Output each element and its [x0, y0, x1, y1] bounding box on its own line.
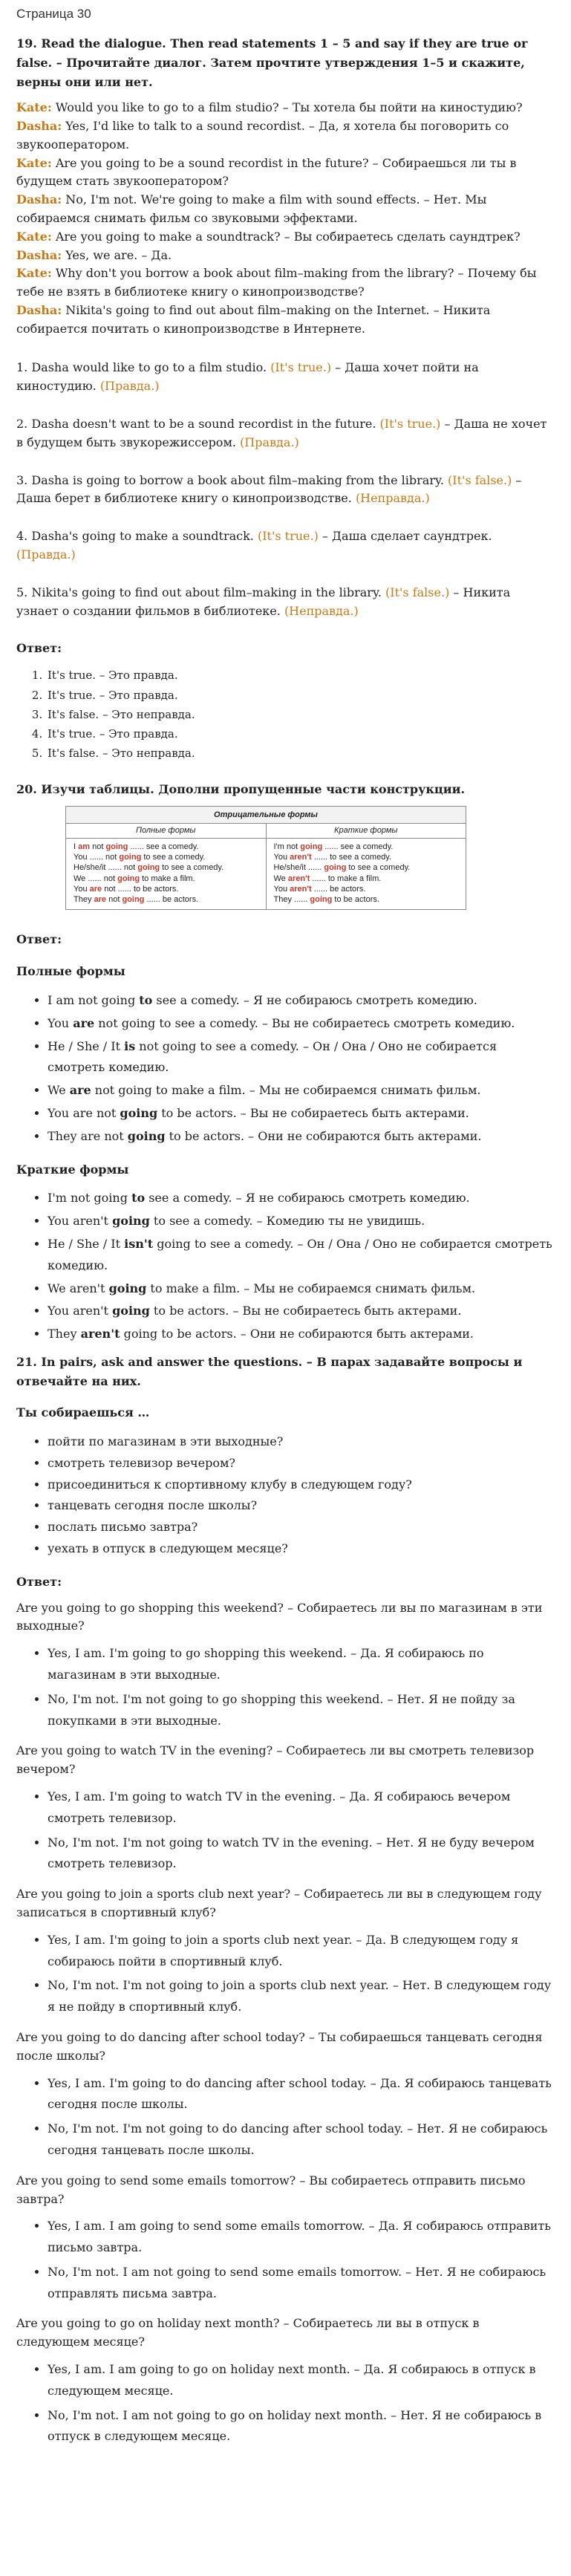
- form-item: [48, 1188, 555, 1209]
- row-subject: You: [273, 852, 290, 862]
- statement-ru: – Даша берет в библиотеке книгу о кинопроизводстве.: [16, 472, 522, 506]
- form-part: You aren't: [48, 1214, 113, 1229]
- table-row: [274, 874, 459, 884]
- row-highlight: going: [122, 895, 145, 905]
- speaker: Dasha:: [16, 118, 62, 133]
- row-subject: You: [273, 884, 290, 894]
- form-part: You are not: [48, 1106, 120, 1121]
- statement-verdict-ru: (Неправда.): [355, 491, 430, 506]
- speaker: Kate:: [16, 266, 52, 281]
- form-item: [48, 1211, 555, 1232]
- row-highlight: aren't: [287, 874, 310, 883]
- dialogue-text: No, I'm not. We're going to make a film with sound effects. – Нет. Мы собираемся снимать фильм со звуковыми эффектами.: [16, 192, 487, 225]
- no-answer: • No, I'm not. I'm not going to do dancing after school today. – Нет. Я не собираюсь сегодня танцевать после школы.: [48, 2118, 555, 2162]
- form-part: You: [48, 1015, 74, 1030]
- yes-answer: • Yes, I am. I am going to go on holiday next month. – Да. Я собираюсь в отпуск в следующем месяце.: [48, 2359, 555, 2402]
- form-part: They are not: [48, 1128, 128, 1143]
- row-highlight: are: [94, 895, 107, 905]
- answer-pair: [16, 2216, 555, 2304]
- question: Are you going to go on holiday next month? – Собираетесь ли вы в отпуск в следующем месяце?: [16, 2316, 480, 2349]
- statement-verdict: (It's true.): [379, 417, 441, 432]
- speaker: Dasha:: [16, 192, 62, 207]
- form-part: not going to make a film. – Мы не собираемся снимать фильм.: [91, 1083, 481, 1098]
- form-part: to be actors. – Вы не собираетесь быть актерами.: [149, 1304, 462, 1318]
- row-end: to make a film.: [140, 874, 195, 883]
- activity-item: • смотреть телевизор вечером?: [48, 1453, 555, 1474]
- form-inserted-word: are: [69, 1083, 91, 1098]
- activity-item: • уехать в отпуск в следующем месяце?: [48, 1538, 555, 1560]
- question: Are you going to go shopping this weekend? – Собираетесь ли вы по магазинам в эти выходные?: [16, 1600, 543, 1633]
- statement-verdict: (It's false.): [385, 585, 450, 599]
- row-end: to be actors.: [332, 895, 379, 905]
- statement: [16, 584, 555, 621]
- form-part: I am not going: [48, 993, 140, 1008]
- yes-answer: • Yes, I am. I'm going to join a sports club next year. – Да. В следующем году я собираюсь пойти в спортивный клуб.: [48, 1930, 555, 1973]
- form-inserted-word: going: [112, 1214, 150, 1229]
- speaker: Kate:: [16, 100, 52, 115]
- form-item: [48, 1103, 555, 1125]
- form-item: [48, 990, 555, 1012]
- row-highlight: going: [117, 874, 140, 883]
- yes-answer: • Yes, I am. I'm going to watch TV in the evening. – Да. Я собираюсь вечером смотреть телевизор.: [48, 1786, 555, 1829]
- table-row: [274, 894, 459, 905]
- dialogue-line: [16, 155, 555, 192]
- row-highlight: going: [300, 842, 323, 851]
- dialogue-line: [16, 247, 555, 265]
- activity-item: • присоединиться к спортивному клубу в следующем году?: [48, 1474, 555, 1496]
- question: Are you going to send some emails tomorrow? – Вы собираетесь отправить письмо завтра?: [16, 2173, 526, 2206]
- row-subject: We: [273, 874, 288, 883]
- answer-item: 5. It's false. – Это неправда.: [46, 744, 555, 763]
- row-highlight: going: [119, 852, 142, 862]
- dialogue: [16, 99, 555, 338]
- statement-en: 5. Nikita's going to find out about film–making in the library.: [16, 585, 386, 599]
- activity-item: • послать письмо завтра?: [48, 1517, 555, 1538]
- row-end: ...... be actors.: [144, 895, 199, 905]
- exercise-19-title: 19. Read the dialogue. Then read statements 1 – 5 and say if they are true or false. – Прочитайте диалог. Затем прочтите утверждения 1–5 и скажите, верны они или нет.: [16, 36, 528, 89]
- statement-ru: – Никита узнает о создании фильмов в библиотеке.: [16, 585, 511, 618]
- form-part: not going to see a comedy. – Вы не собираетесь смотреть комедию.: [94, 1015, 515, 1030]
- full-forms-heading: Полные формы: [16, 964, 125, 979]
- speaker: Kate:: [16, 155, 52, 170]
- question: Are you going to do dancing after school today? – Ты собираешься танцевать сегодня после школы?: [16, 2029, 543, 2063]
- yes-answer: • Yes, I am. I am going to send some emails tomorrow. – Да. Я собираюсь отправить письмо завтра.: [48, 2216, 555, 2259]
- dialogue-line: [16, 99, 555, 117]
- row-highlight: am: [78, 842, 91, 851]
- form-inserted-word: going: [127, 1128, 166, 1143]
- row-mid: not: [90, 842, 106, 851]
- form-inserted-word: going: [112, 1304, 150, 1318]
- answer-item: 3. It's false. – Это неправда.: [46, 705, 555, 724]
- row-subject: We ...... not: [74, 874, 118, 883]
- table-row: [274, 852, 459, 862]
- form-item: [48, 1234, 555, 1277]
- yes-answer: • Yes, I am. I'm going to go shopping this weekend. – Да. Я собираюсь по магазинам в эти выходные.: [48, 1643, 555, 1686]
- exercise-20-title: 20. Изучи таблицы. Дополни пропущенные части конструкции.: [16, 781, 466, 796]
- statement-verdict: (It's false.): [448, 472, 512, 487]
- answer-heading: Ответ:: [16, 932, 62, 947]
- row-highlight: going: [137, 863, 160, 873]
- row-highlight: going: [310, 895, 333, 905]
- no-answer: • No, I'm not. I am not going to go on holiday next month. – Нет. Я не собираюсь в отпуск в следующем месяце.: [48, 2405, 555, 2448]
- answer-list: [16, 666, 555, 763]
- row-mid: not: [106, 895, 123, 905]
- form-inserted-word: going: [120, 1106, 158, 1121]
- row-subject: They ......: [273, 895, 310, 905]
- page-label: Страница 30: [16, 7, 91, 21]
- answer-pair: [16, 1786, 555, 1875]
- row-subject: They: [74, 895, 94, 905]
- statement-ru: – Даша сделает саундтрек.: [318, 529, 492, 544]
- row-highlight: aren't: [290, 884, 312, 894]
- table-row: [274, 884, 459, 894]
- row-highlight: going: [324, 863, 347, 873]
- answer-item: 2. It's true. – Это правда.: [46, 686, 555, 705]
- question: Are you going to join a sports club next year? – Собираетесь ли вы в следующем году записаться в спортивный клуб?: [16, 1887, 542, 1919]
- row-end: ...... to see a comedy.: [311, 852, 392, 862]
- form-part: to be actors. – Вы не собираетесь быть актерами.: [157, 1106, 469, 1121]
- statement-en: 2. Dasha doesn't want to be a sound recordist in the future.: [16, 417, 380, 432]
- form-part: He / She / It: [48, 1038, 125, 1053]
- row-end: ...... see a comedy.: [128, 842, 199, 851]
- form-part: to be actors. – Они не собираются быть актерами.: [165, 1128, 482, 1143]
- statement-verdict: (It's true.): [257, 529, 319, 544]
- statement-ru: – Даша хочет пойти на киностудию.: [16, 360, 479, 394]
- table-row: [74, 852, 258, 862]
- statement-en: 3. Dasha is going to borrow a book about film–making from the library.: [16, 472, 448, 487]
- form-part: I'm not going: [48, 1191, 132, 1206]
- no-answer: • No, I'm not. I am not going to send some emails tomorrow. – Нет. Я не собираюсь отправлять письма завтра.: [48, 2262, 555, 2305]
- dialogue-line: [16, 117, 555, 155]
- question: Are you going to watch TV in the evening? – Собираетесь ли вы смотреть телевизор вечером?: [16, 1743, 535, 1777]
- statement-ru: – Даша не хочет в будущем быть звукорежиссером.: [16, 417, 547, 449]
- dialogue-text: Why don't you borrow a book about film–making from the library? – Почему бы тебе не взять в библиотеке книгу о кинопроизводстве?: [16, 266, 537, 299]
- table-heading: Отрицательные формы: [66, 807, 466, 824]
- form-inserted-word: to: [131, 1191, 146, 1206]
- short-forms-list: [16, 1188, 555, 1345]
- table-row: [274, 862, 459, 873]
- form-part: to see a comedy. – Комедию ты не увидишь.: [149, 1214, 425, 1229]
- yes-answer: • Yes, I am. I'm going to do dancing after school today. – Да. Я собираюсь танцевать сегодня после школы.: [48, 2073, 555, 2116]
- row-highlight: are: [89, 884, 102, 894]
- answer-heading: Ответ:: [16, 1574, 62, 1589]
- form-item: [48, 1324, 555, 1345]
- row-subject: He/she/it ...... not: [74, 863, 138, 873]
- form-inserted-word: to: [139, 993, 153, 1008]
- answer-pair: [16, 1930, 555, 2018]
- dialogue-text: Yes, I'd like to talk to a sound recordist. – Да, я хотела бы поговорить со звукооператором.: [16, 118, 509, 152]
- full-forms-header: Полные формы: [66, 824, 266, 838]
- activity-item: • пойти по магазинам в эти выходные?: [48, 1431, 555, 1453]
- form-inserted-word: aren't: [80, 1327, 120, 1341]
- form-part: see a comedy. – Я не собираюсь смотреть комедию.: [152, 993, 477, 1008]
- table-row: [74, 842, 258, 852]
- no-answer: • No, I'm not. I'm not going to join a sports club next year. – Нет. В следующем году я не пойду в спортивный клуб.: [48, 1975, 555, 2018]
- form-part: going to be actors. – Они не собираются быть актерами.: [120, 1327, 474, 1341]
- form-inserted-word: is: [124, 1038, 136, 1053]
- dialogue-line: [16, 302, 555, 339]
- row-subject: I'm not: [273, 842, 301, 851]
- form-part: We aren't: [48, 1281, 109, 1295]
- full-forms-rows: [66, 839, 266, 910]
- row-subject: You: [74, 884, 90, 894]
- speaker: Dasha:: [16, 247, 62, 262]
- no-answer: • No, I'm not. I'm not going to go shopping this weekend. – Нет. Я не пойду за покупками в эти выходные.: [48, 1689, 555, 1732]
- answer-heading: Ответ:: [16, 641, 62, 656]
- row-subject: You ...... not: [74, 852, 120, 862]
- dialogue-line: [16, 228, 555, 247]
- row-subject: He/she/it ......: [273, 863, 324, 873]
- row-end: to see a comedy.: [141, 852, 206, 862]
- exercise-21-title: 21. In pairs, ask and answer the questions. – В парах задавайте вопросы и отвечайте на них.: [16, 1355, 523, 1388]
- form-part: going to see a comedy. – Он / Она / Оно не собирается смотреть комедию.: [48, 1237, 552, 1272]
- row-end: ...... to make a film.: [310, 874, 382, 883]
- statement-en: 1. Dasha would like to go to a film studio.: [16, 360, 271, 375]
- statement: [16, 527, 555, 565]
- table-row: [74, 894, 258, 905]
- form-part: They: [48, 1327, 81, 1341]
- form-part: We: [48, 1083, 70, 1098]
- row-subject: I: [74, 842, 79, 851]
- statement-verdict-ru: (Правда.): [16, 547, 76, 562]
- table-row: [74, 862, 258, 873]
- dialogue-text: Would you like to go to a film studio? – Ты хотела бы пойти на киностудию?: [51, 100, 523, 115]
- form-inserted-word: are: [73, 1015, 95, 1030]
- activities-heading: Ты собираешься …: [16, 1405, 150, 1420]
- activities-list: [16, 1431, 555, 1560]
- dialogue-text: Yes, we are. – Да.: [62, 247, 172, 262]
- dialogue-text: Are you going to make a soundtrack? – Вы собираетесь сделать саундтрек?: [51, 229, 521, 244]
- statement-verdict: (It's true.): [270, 360, 332, 375]
- row-mid: not: [102, 884, 118, 894]
- answer-item: 4. It's true. – Это правда.: [46, 724, 555, 744]
- form-item: [48, 1013, 555, 1035]
- row-end: to see a comedy.: [346, 863, 411, 873]
- table-row: [274, 842, 459, 852]
- row-end: ...... see a comedy.: [322, 842, 394, 851]
- row-end: ...... be actors.: [311, 884, 366, 894]
- statement: [16, 359, 555, 396]
- form-part: not going to see a comedy. – Он / Она / Оно не собирается смотреть комедию.: [48, 1038, 497, 1075]
- table-columns: [66, 824, 466, 909]
- form-item: [48, 1301, 555, 1322]
- dialogue-text: Are you going to be a sound recordist in the future? – Собираешься ли ты в будущем стать звукооператором?: [16, 155, 517, 189]
- form-part: see a comedy. – Я не собираюсь смотреть комедию.: [145, 1191, 470, 1206]
- table-row: [74, 874, 258, 884]
- speaker: Dasha:: [16, 302, 62, 317]
- statement: [16, 415, 555, 452]
- form-part: to make a film. – Мы не собираемся снимать фильм.: [146, 1281, 476, 1295]
- form-item: [48, 1036, 555, 1079]
- form-part: He / She / It: [48, 1237, 125, 1252]
- dialogue-text: Nikita's going to find out about film–making on the Internet. – Никита собирается почитать о кинопроизводстве в Интернете.: [16, 302, 491, 336]
- row-end: to see a comedy.: [160, 863, 224, 873]
- answer-pair: [16, 2359, 555, 2447]
- form-inserted-word: isn't: [124, 1237, 154, 1252]
- short-forms-rows: [267, 839, 466, 910]
- row-highlight: going: [105, 842, 128, 851]
- statement-en: 4. Dasha's going to make a soundtrack.: [16, 529, 258, 544]
- row-highlight: aren't: [290, 852, 312, 862]
- answer-pair: [16, 2073, 555, 2162]
- answer-item: 1. It's true. – Это правда.: [46, 666, 555, 685]
- activity-item: • танцевать сегодня после школы?: [48, 1495, 555, 1517]
- answer-pair: [16, 1643, 555, 1731]
- statement-verdict-ru: (Неправда.): [284, 603, 359, 618]
- full-forms-column: [66, 824, 266, 909]
- row-end: ...... to be actors.: [117, 884, 179, 894]
- form-item: [48, 1080, 555, 1102]
- form-item: [48, 1126, 555, 1148]
- full-forms-list: [16, 990, 555, 1148]
- dialogue-line: [16, 191, 555, 228]
- statement-verdict-ru: (Правда.): [99, 379, 160, 394]
- short-forms-header: Краткие формы: [267, 824, 466, 838]
- short-forms-column: [266, 824, 466, 909]
- no-answer: • No, I'm not. I'm not going to watch TV in the evening. – Нет. Я не буду вечером смотреть телевизор.: [48, 1832, 555, 1876]
- statement: [16, 472, 555, 509]
- dialogue-line: [16, 264, 555, 302]
- qa-block: [16, 1599, 555, 2448]
- form-item: [48, 1278, 555, 1300]
- negative-forms-table: [65, 806, 466, 910]
- short-forms-heading: Краткие формы: [16, 1162, 129, 1177]
- form-part: You aren't: [48, 1304, 113, 1318]
- table-row: [74, 884, 258, 894]
- statement-verdict-ru: (Правда.): [240, 435, 299, 449]
- speaker: Kate:: [16, 229, 52, 244]
- form-inserted-word: going: [108, 1281, 147, 1295]
